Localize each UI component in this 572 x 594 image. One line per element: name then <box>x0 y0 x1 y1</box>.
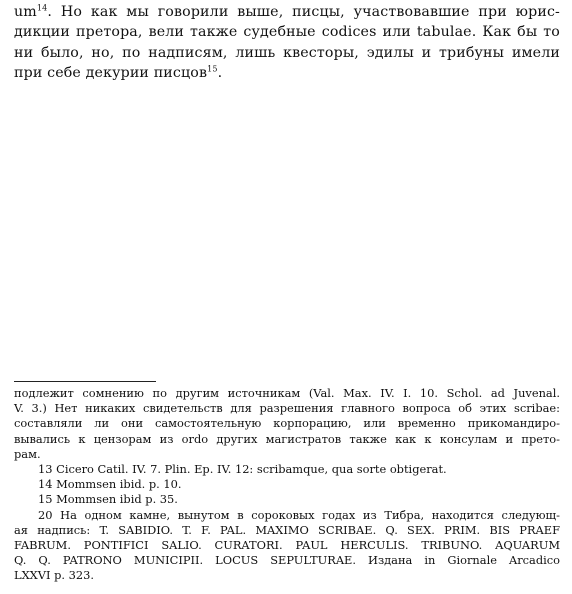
footnote-20-line: FABRUM. PONTIFICI SALIO. CURATORI. PAUL HERCULIS. TRIBUNO. AQUARUM <box>14 538 560 553</box>
text-line: ни было, но, по надписям, лишь квесторы, эдилы и трибуны имели <box>14 44 560 61</box>
footnote-15: 15 Mommsen ibid p. 35. <box>38 492 178 507</box>
footnote-continued-line: вывались к цензорам из ordo других магистратов также как к консулам и прето- <box>14 431 560 446</box>
footnote-continued-line: составляли ли они самостоятельную корпорацию, или временно прикомандиро- <box>14 416 560 431</box>
footnote-20-line: LXXVI p. 323. <box>14 568 95 583</box>
footnote-20-line: 20 На одном камне, вынутом в сороковых годах из Тибра, находится следующ- <box>38 507 560 522</box>
main-paragraph <box>14 2 560 84</box>
footnotes <box>14 386 560 584</box>
footnote-ref-15: 15 <box>207 64 218 74</box>
text-line: дикции претора, вели также судебные codices или tabulae. Как бы то <box>14 24 560 41</box>
footnote-20-line: ая надпись: T. SABIDIO. T. F. PAL. MAXIMO SCRIBAE. Q. SEX. PRIM. BIS PRAEF <box>14 522 560 537</box>
footnote-ref-14: 14 <box>36 3 48 13</box>
footnote-continued-line: рам. <box>14 446 41 461</box>
footnote-13: 13 Cicero Catil. IV. 7. Plin. Ep. IV. 12: scribamque, qua sorte obtigerat. <box>38 462 447 477</box>
text-fragment: . Но как мы говорили выше, писцы, участвовавшие при юрис- <box>47 4 560 20</box>
footnote-20-line: Q. Q. PATRONO MUNICIPII. LOCUS SEPULTURAE. Издана in Giornale Arcadico <box>14 553 560 568</box>
text-line <box>14 63 560 83</box>
text-fragment: при себе декурии писцов <box>14 65 208 82</box>
footnote-14: 14 Mommsen ibid. p. 10. <box>38 477 182 492</box>
footnote-separator <box>14 381 156 382</box>
text-line <box>14 2 560 22</box>
footnote-continued-line: подлежит сомнению по другим источникам (Val. Max. IV. I. 10. Schol. ad Juvenal. <box>14 386 560 400</box>
footnote-continued-line: V. 3.) Нет никаких свидетельств для разрешения главного вопроса об этих scribae: <box>14 401 560 416</box>
text-fragment: . <box>217 65 223 82</box>
text-fragment: um <box>14 4 37 20</box>
